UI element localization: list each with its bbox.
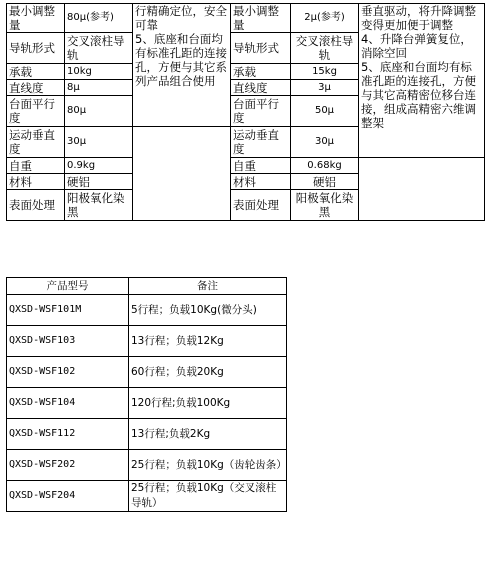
spec-label: 材料 xyxy=(7,174,65,190)
spec-row xyxy=(7,158,485,174)
table-row xyxy=(7,419,287,450)
spec-value: 15kg xyxy=(291,64,359,80)
table-row xyxy=(7,388,287,419)
table-row xyxy=(7,481,287,512)
table-row xyxy=(7,295,287,326)
spec-description-left: 行精确定位，安全可靠 5、底座和台面均有标准孔距的连接孔，方便与其它系列产品组合使用 xyxy=(133,4,231,127)
spec-value: 阳极氧化染黑 xyxy=(291,190,359,221)
spec-label: 最小调整量 xyxy=(7,4,65,33)
spec-value: 3μ xyxy=(291,80,359,96)
model-table xyxy=(6,277,287,512)
spec-label: 表面处理 xyxy=(231,190,291,221)
spec-label: 自重 xyxy=(7,158,65,174)
spec-label: 导轨形式 xyxy=(7,33,65,64)
model-code: QXSD-WSF112 xyxy=(7,419,129,450)
model-code: QXSD-WSF102 xyxy=(7,357,129,388)
model-table-header xyxy=(7,278,287,295)
spec-empty-cell xyxy=(359,158,485,221)
spec-label: 最小调整量 xyxy=(231,4,291,33)
model-note: 5行程；负载10Kg(微分头) xyxy=(129,295,287,326)
model-code: QXSD-WSF103 xyxy=(7,326,129,357)
model-note: 25行程；负载10Kg（交叉滚柱导轨） xyxy=(129,481,287,512)
spec-label: 运动垂直度 xyxy=(7,127,65,158)
spec-label: 直线度 xyxy=(231,80,291,96)
spec-value: 交叉滚柱导轨 xyxy=(65,33,133,64)
spec-label: 导轨形式 xyxy=(231,33,291,64)
model-note: 60行程；负载20Kg xyxy=(129,357,287,388)
spec-label: 台面平行度 xyxy=(7,96,65,127)
model-note: 13行程;负载2Kg xyxy=(129,419,287,450)
spec-label: 台面平行度 xyxy=(231,96,291,127)
model-code: QXSD-WSF202 xyxy=(7,450,129,481)
model-note: 25行程；负载10Kg（齿轮齿条） xyxy=(129,450,287,481)
model-note: 13行程；负载12Kg xyxy=(129,326,287,357)
spec-value: 30μ xyxy=(291,127,359,158)
spec-value: 0.9kg xyxy=(65,158,133,174)
model-note: 120行程;负载100Kg xyxy=(129,388,287,419)
spec-value: 交叉滚柱导轨 xyxy=(291,33,359,64)
spec-table xyxy=(6,3,485,221)
spec-value: 80μ(参考) xyxy=(65,4,133,33)
table-row xyxy=(7,326,287,357)
model-code: QXSD-WSF101M xyxy=(7,295,129,326)
spec-value: 阳极氧化染黑 xyxy=(65,190,133,221)
spec-label: 承载 xyxy=(7,64,65,80)
spec-label: 自重 xyxy=(231,158,291,174)
spec-value: 硬铝 xyxy=(65,174,133,190)
table-row xyxy=(7,357,287,388)
model-code: QXSD-WSF104 xyxy=(7,388,129,419)
spec-label: 承载 xyxy=(231,64,291,80)
spec-value: 硬铝 xyxy=(291,174,359,190)
spec-label: 材料 xyxy=(231,174,291,190)
spec-value: 0.68kg xyxy=(291,158,359,174)
spec-value: 80μ xyxy=(65,96,133,127)
spec-value: 2μ(参考) xyxy=(291,4,359,33)
model-code: QXSD-WSF204 xyxy=(7,481,129,512)
spec-empty-cell xyxy=(133,127,231,221)
spec-label: 表面处理 xyxy=(7,190,65,221)
spec-label: 直线度 xyxy=(7,80,65,96)
spec-value: 10kg xyxy=(65,64,133,80)
spec-value: 30μ xyxy=(65,127,133,158)
header-note: 备注 xyxy=(129,278,287,295)
spec-value: 8μ xyxy=(65,80,133,96)
spec-value: 50μ xyxy=(291,96,359,127)
header-model: 产品型号 xyxy=(7,278,129,295)
spec-row xyxy=(7,4,485,33)
spec-label: 运动垂直度 xyxy=(231,127,291,158)
table-row xyxy=(7,450,287,481)
spec-description-right: 垂直驱动，将升降调整变得更加便于调整 4、升降台弹簧复位，消除空回 5、底座和台面均有标准孔距的连接孔，方便与其它高精密位移台连接，组成高精密六维调整架 xyxy=(359,4,485,158)
